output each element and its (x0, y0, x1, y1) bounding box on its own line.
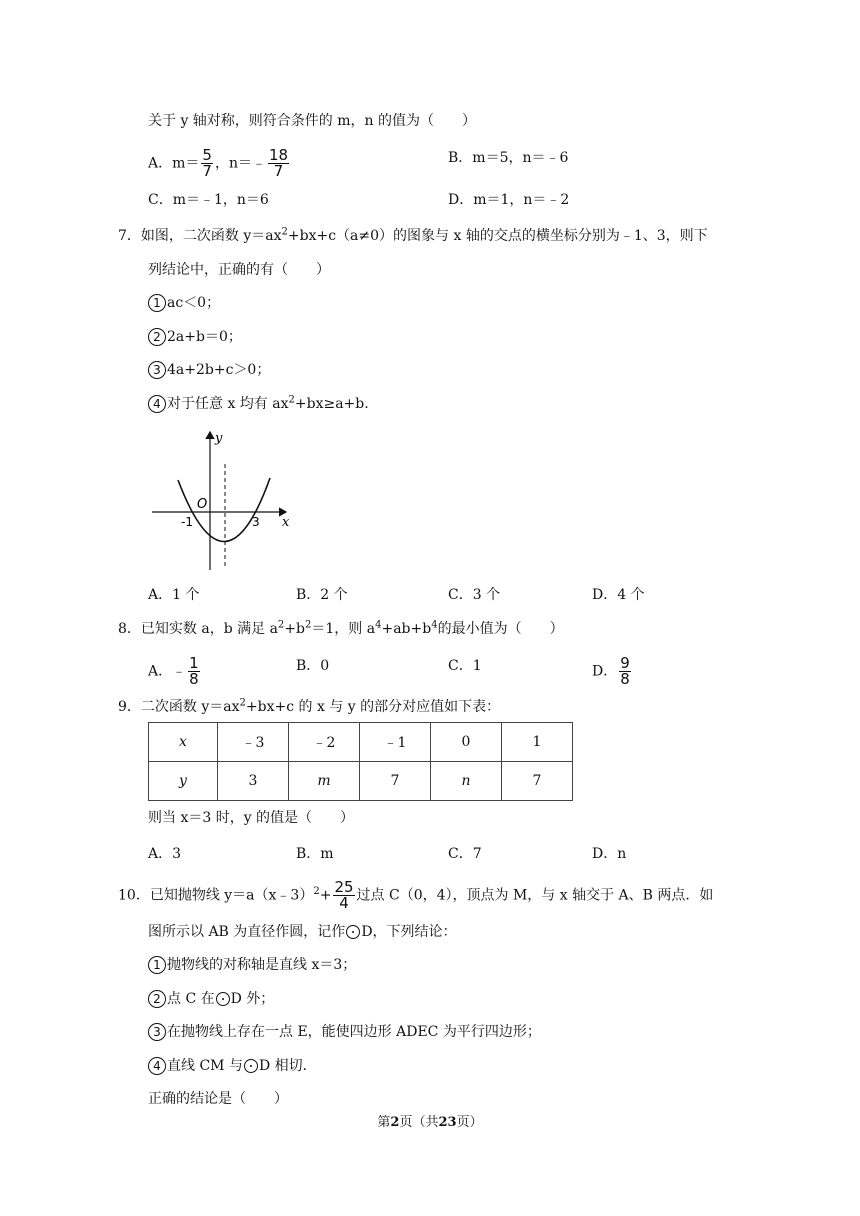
circle-dot-symbol (244, 1059, 258, 1073)
q6-option-b: B．m＝5，n＝﹣6 (448, 150, 569, 166)
origin-label: O (197, 497, 208, 512)
y-axis-label: y (215, 431, 223, 446)
fraction: $\frac{9}{8}$ (620, 654, 630, 688)
q9-option-c: C．7 (448, 846, 482, 862)
table-cell: x (149, 723, 218, 762)
q10-statement-4: 4 直线 CM 与 D 相切． (148, 1056, 317, 1076)
value-table (148, 722, 573, 801)
q10-statement-1: 1 抛物线的对称轴是直线 x＝3； (148, 955, 356, 975)
q7-stem-continued: 列结论中，正确的有（ ） (148, 262, 330, 278)
q6-option-d: D．m＝1，n＝﹣2 (448, 192, 570, 208)
q7-statement-3: 3 4a+2b+c＞0； (148, 360, 270, 380)
q6-option-a: A．m＝ $\frac{5}{7}$ ，n＝﹣ $\frac{18}{7}$ (148, 146, 289, 180)
q8-option-c: C．1 (448, 658, 482, 674)
root-right-label: 3 (252, 515, 260, 529)
table-row-y (149, 762, 573, 801)
q9-option-b: B．m (296, 846, 334, 862)
circle-dot-symbol (216, 992, 230, 1006)
q9-option-a: A．3 (148, 846, 182, 862)
q10-stem-continued: 图所示以 AB 为直径作圆，记作 D，下列结论： (148, 924, 457, 940)
fraction: $\frac{5}{7}$ (202, 146, 212, 180)
q9-option-d: D．n (592, 846, 627, 862)
circle-dot-symbol (346, 925, 360, 939)
q8-stem: 8．已知实数 a，b 满足 $a^2+b^2=1$，则 $a^4+ab+b^4$的最小值为（ ） (118, 619, 564, 637)
parabola-curve (178, 478, 270, 542)
q6-stem: 关于 y 轴对称，则符合条件的 m，n 的值为（ ） (148, 113, 477, 129)
q8-option-d: D． $\frac{9}{8}$ (592, 654, 630, 688)
x-axis-label: x (282, 515, 290, 530)
fraction: $\frac{18}{7}$ (268, 146, 289, 180)
q10-statement-3: 3 在抛物线上存在一点 E，能使四边形 ADEC 为平行四边形； (148, 1022, 541, 1042)
page-footer: 第2页（共23页） (377, 1115, 483, 1130)
table-row-x (149, 723, 573, 762)
table-cell: ﹣2 (289, 723, 360, 762)
q7-option-b: B．2 个 (296, 587, 348, 603)
parabola-graph (148, 426, 298, 572)
q9-question: 则当 x＝3 时，y 的值是（ ） (148, 810, 355, 826)
table-cell: ﹣1 (360, 723, 431, 762)
q8-option-a: A．﹣ $\frac{1}{8}$ (148, 654, 199, 688)
table-cell: 7 (502, 762, 573, 801)
table-cell: 7 (360, 762, 431, 801)
q7-statement-1: 1 ac＜0； (148, 293, 220, 313)
table-cell: m (289, 762, 360, 801)
q9-stem: 9．二次函数 $y=ax^2+bx+c$ 的 x 与 y 的部分对应值如下表： (118, 697, 501, 715)
q8-option-b: B．0 (296, 658, 330, 674)
q6-option-c: C．m＝﹣1，n＝6 (148, 192, 269, 208)
table-cell: n (431, 762, 502, 801)
q7-stem: 7．如图，二次函数 $y=ax^2+bx+c(a\ne 0)$的图象与 x 轴的交点的横坐标分别为﹣1、3，则下 (118, 226, 708, 244)
q10-statement-2: 2 点 C 在 D 外； (148, 989, 274, 1009)
table-cell: ﹣3 (218, 723, 289, 762)
fraction: $\frac{1}{8}$ (189, 654, 199, 688)
q7-option-c: C．3 个 (448, 587, 501, 603)
table-cell: 3 (218, 762, 289, 801)
q10-answer-prompt: 正确的结论是（ ） (148, 1091, 288, 1107)
q7-statement-2: 2 2a+b＝0； (148, 327, 242, 347)
q7-option-d: D．4 个 (592, 587, 645, 603)
fraction: $\frac{25}{4}$ (334, 878, 354, 912)
table-cell: 1 (502, 723, 573, 762)
table-cell: y (149, 762, 218, 801)
q7-option-a: A．1 个 (148, 587, 200, 603)
q10-stem: 10．已知抛物线 y＝a（x﹣3）$^2$+ $\frac{25}{4}$ 过点 C（0，4），顶点为 M，与 x 轴交于 A、B 两点．如 (118, 878, 714, 912)
root-left-label: -1 (181, 515, 193, 529)
table-cell: 0 (431, 723, 502, 762)
q7-statement-4: 4 对于任意 x 均有 $ax^2+bx\ge a+b$. (148, 394, 369, 414)
